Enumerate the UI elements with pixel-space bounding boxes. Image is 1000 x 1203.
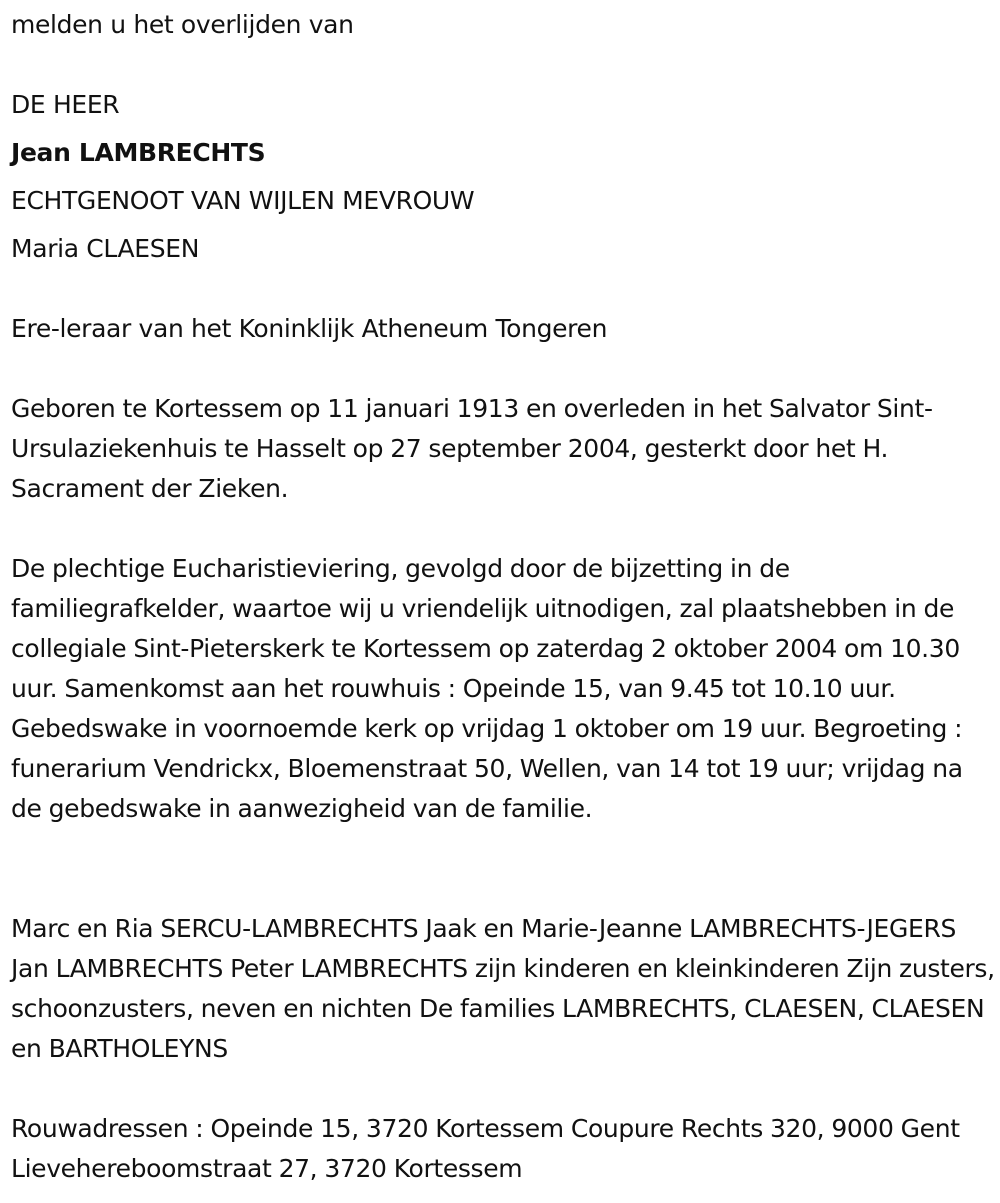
intro-text: melden u het overlijden van <box>11 10 354 39</box>
ceremony-paragraph: De plechtige Eucharistieviering, gevolgd door de bijzetting in de familiegrafkelder, waartoe wij u vriendelijk uitnodigen, zal plaatshebben in de collegiale Sint-Pieterskerk te Kortessem op zaterdag 2 oktober 2004 om 10.30 uur. Samenkomst aan het rouwhuis : Opeinde 15, van 9.45 tot 10.10 uur. Gebedswake in voornoemde kerk op vrijdag 1 oktober om 19 uur. Begroeting : funerarium Vendrickx, Bloemenstraat 50, Wellen, van 14 tot 19 uur; vrijdag na de gebedswake in aanwezigheid van de familie. <box>11 554 963 823</box>
spouse-name: Maria CLAESEN <box>11 234 200 263</box>
deceased-name: Jean LAMBRECHTS <box>11 138 266 167</box>
deceased-title: DE HEER <box>11 90 120 119</box>
family-paragraph: Marc en Ria SERCU-LAMBRECHTS Jaak en Marie-Jeanne LAMBRECHTS-JEGERS Jan LAMBRECHTS Peter LAMBRECHTS zijn kinderen en kleinkinderen Zijn zusters, schoonzusters, neven en nichten De families LAMBRECHTS, CLAESEN, CLAESEN en BARTHOLEYNS <box>11 914 995 1063</box>
occupation-text: Ere-leraar van het Koninklijk Atheneum Tongeren <box>11 314 608 343</box>
addresses-paragraph: Rouwadressen : Opeinde 15, 3720 Kortessem Coupure Rechts 320, 9000 Gent Lievehereboomstraat 27, 3720 Kortessem <box>11 1114 960 1183</box>
birth-death-paragraph: Geboren te Kortessem op 11 januari 1913 en overleden in het Salvator Sint-Ursulaziekenhuis te Hasselt op 27 september 2004, gesterkt door het H. Sacrament der Zieken. <box>11 394 933 503</box>
spouse-label: ECHTGENOOT VAN WIJLEN MEVROUW <box>11 186 475 215</box>
